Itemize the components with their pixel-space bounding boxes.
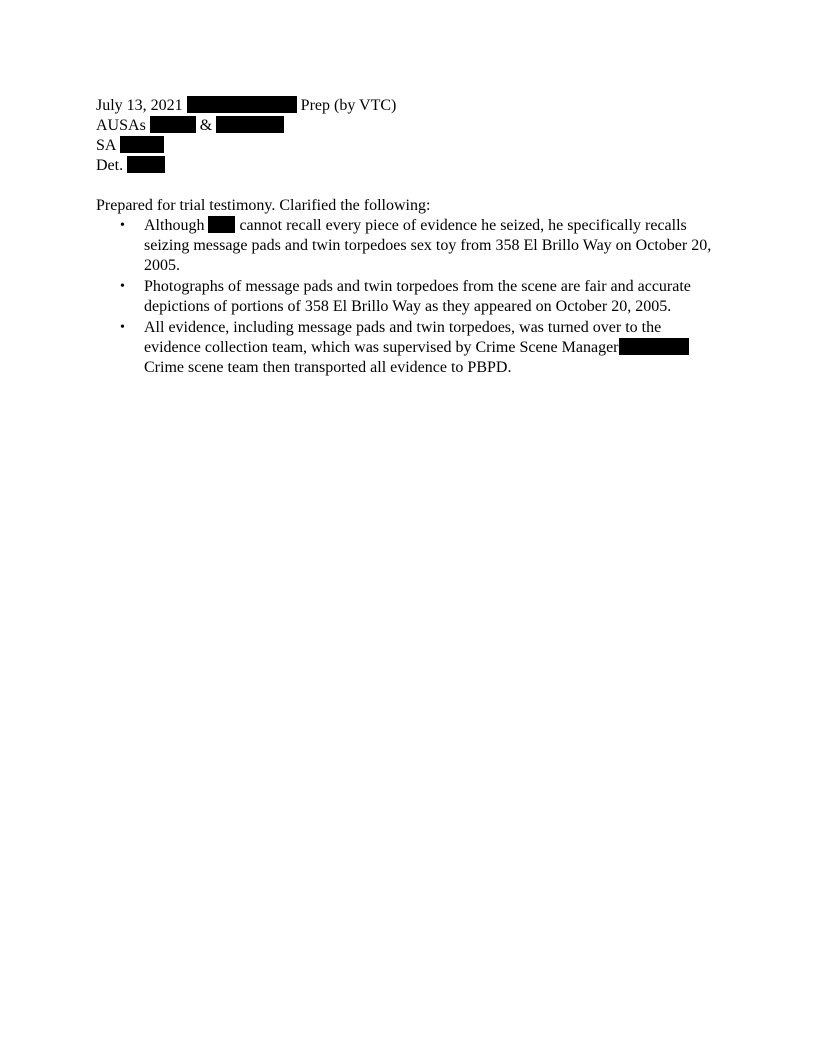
bullet-text: Photographs of message pads and twin torpedoes from the scene are fair and accurate depictions of portions of 358 El Brillo Way as they appeared on October 20, 2005. [144,278,691,315]
redaction-block [187,96,297,113]
bullet-icon: • [120,218,125,233]
memo-date: July 13, 2021 [96,97,183,114]
ampersand: & [199,117,213,134]
header-sa-line [96,136,720,156]
bullet-prefix: Although [144,217,205,234]
redaction-block [619,338,689,355]
bullet-text-continued: Crime scene team then transported all evidence to PBPD. [144,359,512,376]
bullet-list [96,216,720,378]
redaction-block [150,116,196,133]
bullet-icon: • [120,320,125,335]
intro-paragraph: Prepared for trial testimony. Clarified the following: [96,197,431,214]
list-item [96,277,720,317]
list-item [96,216,720,276]
prep-label: Prep (by VTC) [300,97,397,114]
header-ausas-line [96,116,720,136]
list-item [96,318,720,378]
redaction-block [127,156,165,173]
redaction-block [120,136,164,153]
header-det-line [96,156,720,176]
bullet-icon: • [120,279,125,294]
memo-page [96,96,720,379]
ausas-label: AUSAs [96,117,146,134]
bullet-text: cannot recall every piece of evidence he seized, he specifically recalls seizing message pads and twin torpedoes sex toy from 358 El Brillo Way on October 20, 2005. [144,217,712,274]
spacer [96,176,720,196]
bullet-text: All evidence, including message pads and twin torpedoes, was turned over to the evidence collection team, which was supervised by Crime Scene Manager [144,319,662,356]
redaction-block [216,116,284,133]
det-label: Det. [96,157,124,174]
header-date-line [96,96,720,116]
redaction-block [208,216,235,233]
sa-label: SA [96,137,117,154]
